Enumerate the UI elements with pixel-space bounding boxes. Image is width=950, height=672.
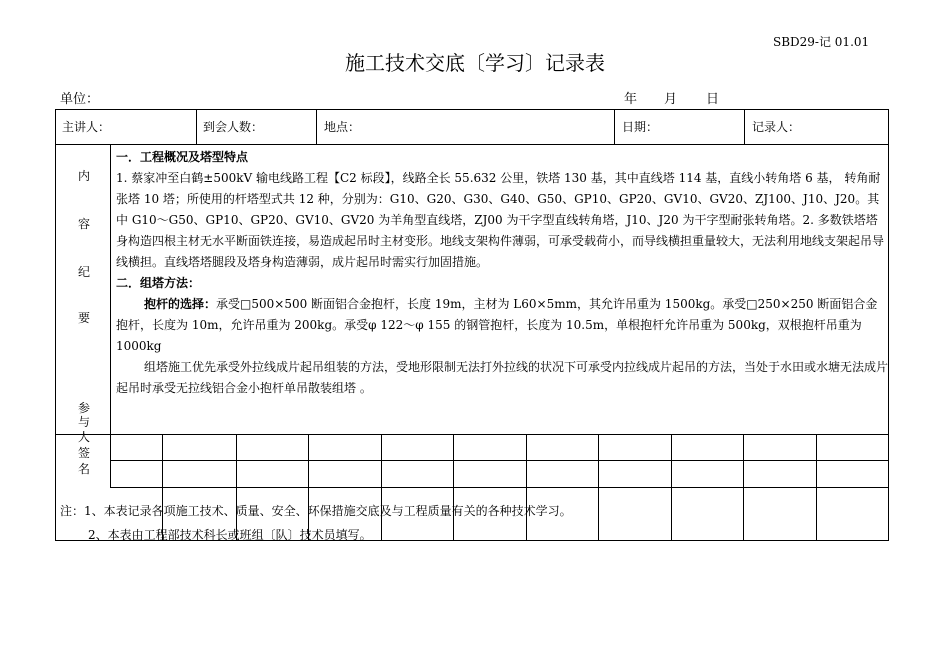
side-label-divider (110, 144, 111, 487)
header-col-divider (614, 109, 615, 144)
signature-col-divider (816, 434, 817, 540)
signature-row-divider (110, 487, 889, 488)
signature-col-divider (598, 434, 599, 540)
recorder-label: 记录人： (752, 120, 801, 134)
note-2: 2、本表由工程部技术科长或班组〔队〕技术员填写。 (88, 528, 372, 542)
unit-label: 单位： (60, 92, 100, 107)
participants-label-char: 人 (78, 430, 91, 444)
section2-title: 二．组塔方法： (116, 276, 201, 290)
header-row-divider (55, 144, 889, 145)
date-label: 日期： (622, 120, 659, 134)
participants-label-char: 名 (78, 462, 91, 476)
date-month-label: 月 (664, 92, 678, 107)
speaker-label: 主讲人： (62, 120, 111, 134)
header-col-divider (316, 109, 317, 144)
signature-col-divider (308, 434, 309, 540)
attendance-label: 到会人数： (203, 120, 264, 134)
header-col-divider (196, 109, 197, 144)
participants-label-char: 与 (78, 415, 91, 429)
section1-title: 一．工程概况及塔型特点 (116, 150, 249, 164)
signature-col-divider (743, 434, 744, 540)
signature-col-divider (236, 434, 237, 540)
signature-row-divider (110, 460, 889, 461)
note-1: 注：1、本表记录各项施工技术、质量、安全、环保措施交底及与工程质量有关的各种技术学习。 (60, 504, 572, 518)
pole-selection-text: 承受□500×500 断面铝合金抱杆，长度 19m，主材为 L60×5mm，其允许吊重为 1500kg。承受□250×250 断面铝合金抱杆，长度为 10m，允许吊重为 200kg。承受φ 122～φ 155 的钢管抱杆，长度为 10.5m，单根抱杆允许吊重为 500kg，双根抱杆吊重为 1000kg (116, 297, 878, 353)
participants-label-char: 签 (78, 446, 91, 460)
side-label-char: 容 (78, 217, 91, 231)
side-label-char: 内 (78, 169, 91, 183)
content-area (116, 147, 888, 399)
side-label-char: 要 (78, 311, 91, 325)
document-number: SBD29-记 01.01 (773, 35, 870, 49)
signature-col-divider (671, 434, 672, 540)
signature-col-divider (453, 434, 454, 540)
section1-text: 1. 蔡家冲至白鹤±500kV 输电线路工程【C2 标段】，线路全长 55.632 公里，铁塔 130 基，其中直线塔 114 基，直线小转角塔 6 基， 转角耐张塔 10 塔；所使用的杆塔型式共 12 种，分别为：G10、G20、G30、G40、G50、GP10、GP20、GV10、GV20、ZJ100、J10、J20。其中 G10～G50、GP10、GP20、GV10、GV20 为羊角型直线塔，ZJ00 为干字型直线转角塔，J10、J20 为干字型耐张转角塔。2. 多数铁塔塔身构造四根主材无水平断面铁连接，易造成起吊时主材变形。地线支架构件薄弱，可承受载荷小，而导线横担重量较大，无法利用地线支架起吊导线横担。直线塔塔腿段及塔身构造薄弱，成片起吊时需实行加固措施。 (116, 171, 885, 269)
signature-col-divider (526, 434, 527, 540)
method-text: 组塔施工优先承受外拉线成片起吊组装的方法，受地形限制无法打外拉线的状况下可承受内拉线成片起吊的方法，当处于水田或水塘无法成片起吊时承受无拉线铝合金小抱杆单吊散装组塔 。 (116, 360, 889, 395)
pole-selection-label: 抱杆的选择： (144, 297, 217, 311)
content-bottom-divider (55, 434, 889, 435)
signature-col-divider (162, 434, 163, 540)
location-label: 地点： (324, 120, 361, 134)
signature-col-divider (381, 434, 382, 540)
side-label-char: 纪 (78, 265, 91, 279)
page-title: 施工技术交底〔学习〕记录表 (345, 51, 605, 75)
date-year-label: 年 (624, 92, 638, 107)
participants-label-char: 参 (78, 401, 91, 415)
header-col-divider (744, 109, 745, 144)
date-day-label: 日 (706, 92, 720, 107)
